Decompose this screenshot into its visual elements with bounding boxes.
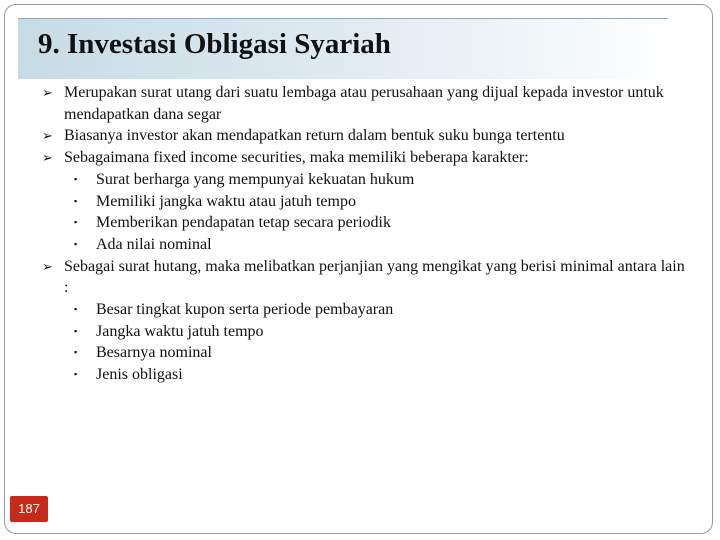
bullet-text: Sebagai surat hutang, maka melibatkan perjanjian yang mengikat yang berisi minimal antara lain : — [64, 257, 685, 297]
bullet-text: Sebagaimana fixed income securities, maka memiliki beberapa karakter: — [64, 149, 529, 167]
sub-bullet-item — [42, 364, 692, 386]
sub-bullet-item — [42, 321, 692, 343]
bullet-text: Merupakan surat utang dari suatu lembaga atau perusahaan yang dijual kepada investor untuk mendapatkan dana segar — [64, 84, 664, 123]
bullet-item — [42, 147, 692, 169]
bullet-item — [42, 82, 692, 125]
arrow-bullet-icon: ➢ — [42, 128, 53, 144]
sub-bullet-text: Ada nilai nominal — [96, 235, 212, 253]
sub-bullet-text: Besarnya nominal — [96, 344, 212, 362]
sub-bullet-text: Memberikan pendapatan tetap secara periodik — [96, 214, 391, 232]
sub-bullet-text: Jangka waktu jatuh tempo — [96, 322, 264, 340]
square-bullet-icon: ▪ — [74, 195, 78, 206]
bullet-item — [42, 125, 692, 147]
arrow-bullet-icon: ➢ — [42, 258, 53, 274]
sub-bullet-item — [42, 212, 692, 234]
slide-title: 9. Investasi Obligasi Syariah — [38, 28, 391, 60]
sub-bullet-text: Jenis obligasi — [96, 366, 183, 384]
sub-bullet-text: Besar tingkat kupon serta periode pembayaran — [96, 301, 394, 319]
arrow-bullet-icon: ➢ — [42, 85, 53, 100]
sub-bullet-item — [42, 169, 692, 191]
sub-bullet-text: Memiliki jangka waktu atau jatuh tempo — [96, 192, 356, 210]
square-bullet-icon: ▪ — [74, 304, 78, 315]
page-number-badge: 187 — [10, 496, 48, 522]
sub-bullet-item — [42, 234, 692, 256]
square-bullet-icon: ▪ — [74, 369, 78, 380]
bullet-text: Biasanya investor akan mendapatkan return dalam bentuk suku bunga tertentu — [64, 127, 565, 145]
bullet-list — [42, 82, 692, 386]
square-bullet-icon: ▪ — [74, 217, 78, 228]
bullet-item — [42, 256, 692, 299]
sub-bullet-item — [42, 342, 692, 364]
sub-bullet-text: Surat berharga yang mempunyai kekuatan hukum — [96, 170, 415, 188]
square-bullet-icon: ▪ — [74, 238, 78, 249]
sub-bullet-item — [42, 299, 692, 321]
sub-bullet-item — [42, 191, 692, 213]
square-bullet-icon: ▪ — [74, 347, 78, 358]
square-bullet-icon: ▪ — [74, 325, 78, 336]
square-bullet-icon: ▪ — [74, 173, 78, 184]
arrow-bullet-icon: ➢ — [42, 150, 53, 166]
